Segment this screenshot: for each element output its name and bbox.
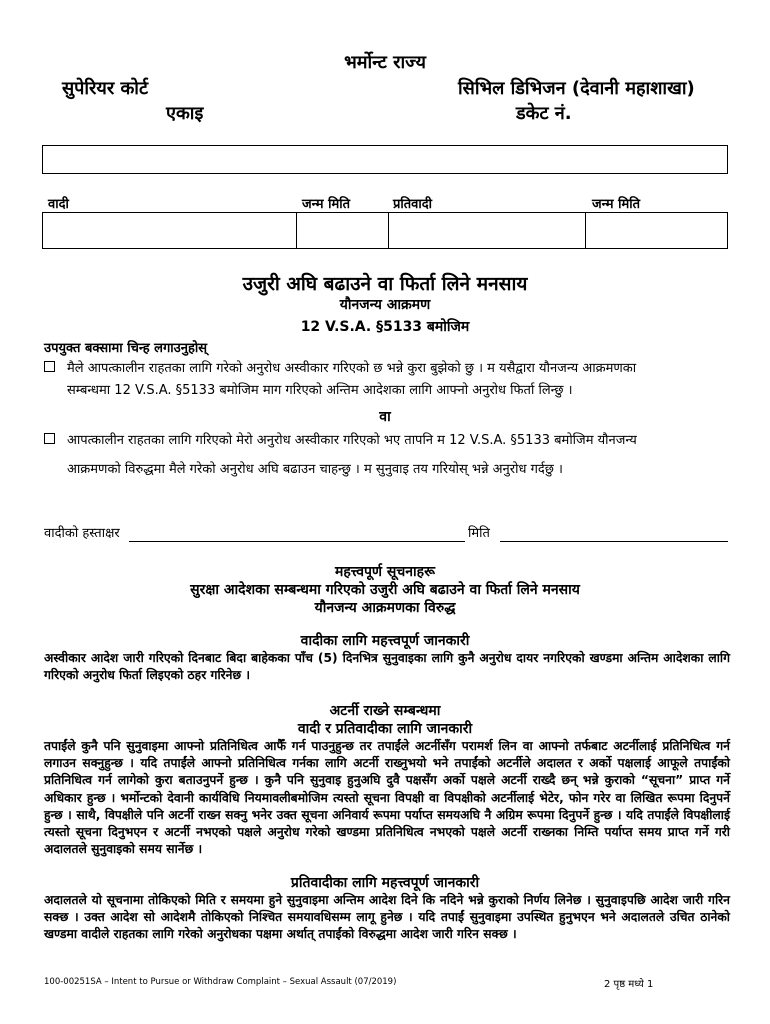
divider (585, 213, 586, 248)
defendant-label: प्रतिवादी (393, 197, 433, 212)
attorney-info-text: तपाईंले कुनै पनि सुनुवाइमा आफ्नो प्रतिनिधित्व आफैँ गर्न पाउनुहुन्छ तर तपाईंले अटर्नीसँग परामर्श लिन वा आफ्नो तर्फबाट अटर्नीलाई प्रतिनिधित्व गर्न लगाउन सक्नुहुन्छ । यदि तपाईंले आफ्नो प्रतिनिधित्व गर्नका लागि अटर्नी राख्नुभयो भने तपाईंको अटर्नीले अदालत र अर्को पक्षलाई आफूले तपाईंको प्रतिनिधित्व गर्न लागेको कुरा बताउनुपर्ने हुन्छ । कुनै पनि सुनुवाइ हुनुअघि दुवै पक्षसँग अर्को पक्षले अटर्नी राख्दै छन् भन्ने कुराको “सूचना” प्राप्त गर्ने अधिकार हुन्छ । भर्मोन्टको देवानी कार्यविधि नियमावलीबमोजिम त्यस्तो सूचना विपक्षी वा विपक्षीको अटर्नीलाई भेटेर, फोन गरेर वा लिखित रूपमा दिनुपर्ने हुन्छ । साथै, विपक्षीले पनि अटर्नी राख्न सक्नु भनेर उक्त सूचना अनिवार्य रूपमा पर्याप्त समयअघि नै अग्रिम रूपमा दिनुपर्ने हुन्छ । यदि तपाईंले विपक्षीलाई त्यस्तो सूचना दिनुभएन र अटर्नी नभएको पक्षले अनुरोध गरेको खण्डमा प्रतिनिधित्व नभएको पक्षले अटर्नी राख्नका निम्ति पर्याप्त समय प्राप्त गर्ने गरी अदालतले सुनुवाइको समय सार्नेछ । (44, 739, 730, 857)
divider (296, 213, 297, 248)
withdraw-checkbox[interactable] (44, 361, 55, 372)
form-title: उजुरी अघि बढाउने वा फिर्ता लिने मनसाय (242, 273, 528, 295)
defendant-info-text: अदालतले यो सूचनामा तोकिएको मिति र समयमा हुने सुनुवाइमा अन्तिम आदेश दिने कि नदिने भन्ने कुराको निर्णय लिनेछ । सुनुवाइपछि आदेश जारी गरिन सक्छ । उक्त आदेश सो आदेशमै तोकिएको निश्चित समयावधिसम्म लागू हुनेछ । यदि तपाईं सुनुवाइमा उपस्थित हुनुभएन भने अदालतले उचित ठानेको खण्डमा वादीले राहतका लागि गरेको अनुरोधका पक्षमा अर्थात् तपाईंको विरुद्धमा आदेश जारी गरिन सक्छ । (44, 893, 730, 942)
defendant-info-heading: प्रतिवादीका लागि महत्त्वपूर्ण जानकारी (290, 875, 480, 891)
option1-line1: मैले आपत्कालीन राहतका लागि गरेको अनुरोध अस्वीकार गरिएको छ भन्ने कुरा बुझेको छु । म यसैद्वारा यौनजन्य आक्रमणका (67, 361, 637, 376)
case-caption-field[interactable] (42, 145, 728, 174)
form-id: 100-00251SA – Intent to Pursue or Withdraw Complaint – Sexual Assault (07/2019) (44, 977, 397, 987)
form-statute: 12 V.S.A. §5133 बमोजिम (300, 319, 470, 335)
plaintiff-label: वादी (48, 197, 69, 212)
plaintiff-dob-label: जन्म मिति (302, 197, 350, 212)
court-name: सुपेरियर कोर्ट (62, 78, 149, 99)
defendant-dob-label: जन्म मिति (592, 197, 640, 212)
option1-line2: सम्बन्धमा 12 V.S.A. §5133 बमोजिम माग गरिएको अन्तिम आदेशका लागि आफ्नो अनुरोध फिर्ता लिन्छु । (67, 383, 573, 398)
notices-heading: महत्त्वपूर्ण सूचनाहरू (334, 564, 435, 580)
docket-label: डकेट नं. (516, 103, 572, 124)
plaintiff-info-heading: वादीका लागि महत्त्वपूर्ण जानकारी (300, 633, 470, 649)
division-name: सिभिल डिभिजन (देवानी महाशाखा) (458, 78, 695, 99)
plaintiff-info-text: अस्वीकार आदेश जारी गरिएको दिनबाट बिदा बाहेकका पाँच (5) दिनभित्र सुनुवाइका लागि कुनै अनुरोध दायर नगरिएको खण्डमा अन्तिम आदेशका लागि गरिएको अनुरोध फिर्ता लिइएको ठहर गरिनेछ । (44, 651, 730, 683)
option2-line2: आक्रमणको विरुद्धमा मैले गरेको अनुरोध अघि बढाउन चाहन्छु । म सुनुवाइ तय गरियोस् भन्ने अनुरोध गर्दछु । (67, 462, 563, 477)
unit-label: एकाइ (166, 103, 204, 124)
notices-heading-3: यौनजन्य आक्रमणका विरुद्ध (314, 600, 456, 616)
notices-heading-2: सुरक्षा आदेशका सम्बन्धमा गरिएको उजुरी अघि बढाउने वा फिर्ता लिने मनसाय (190, 582, 580, 598)
state-title: भर्मोन्ट राज्य (344, 52, 426, 73)
attorney-heading: अटर्नी राख्ने सम्बन्धमा (329, 703, 441, 719)
parties-table (42, 212, 728, 249)
option2-line1: आपत्कालीन राहतका लागि गरिएको मेरो अनुरोध अस्वीकार गरिएको भए तापनि म 12 V.S.A. §5133 बमोजिम यौनजन्य (67, 433, 637, 448)
signature-line[interactable] (129, 541, 465, 542)
date-label: मिति (468, 526, 490, 541)
page-number: 2 पृष्ठ मध्ये 1 (604, 979, 654, 990)
form-subtitle: यौनजन्य आक्रमण (339, 297, 431, 313)
checkbox-instruction: उपयुक्त बक्सामा चिन्ह लगाउनुहोस् (44, 341, 208, 356)
pursue-checkbox[interactable] (44, 433, 55, 444)
attorney-subheading: वादी र प्रतिवादीका लागि जानकारी (297, 721, 473, 737)
or-separator: वा (379, 409, 391, 425)
divider (388, 213, 389, 248)
signature-label: वादीको हस्ताक्षर (44, 526, 120, 541)
date-line[interactable] (500, 541, 728, 542)
